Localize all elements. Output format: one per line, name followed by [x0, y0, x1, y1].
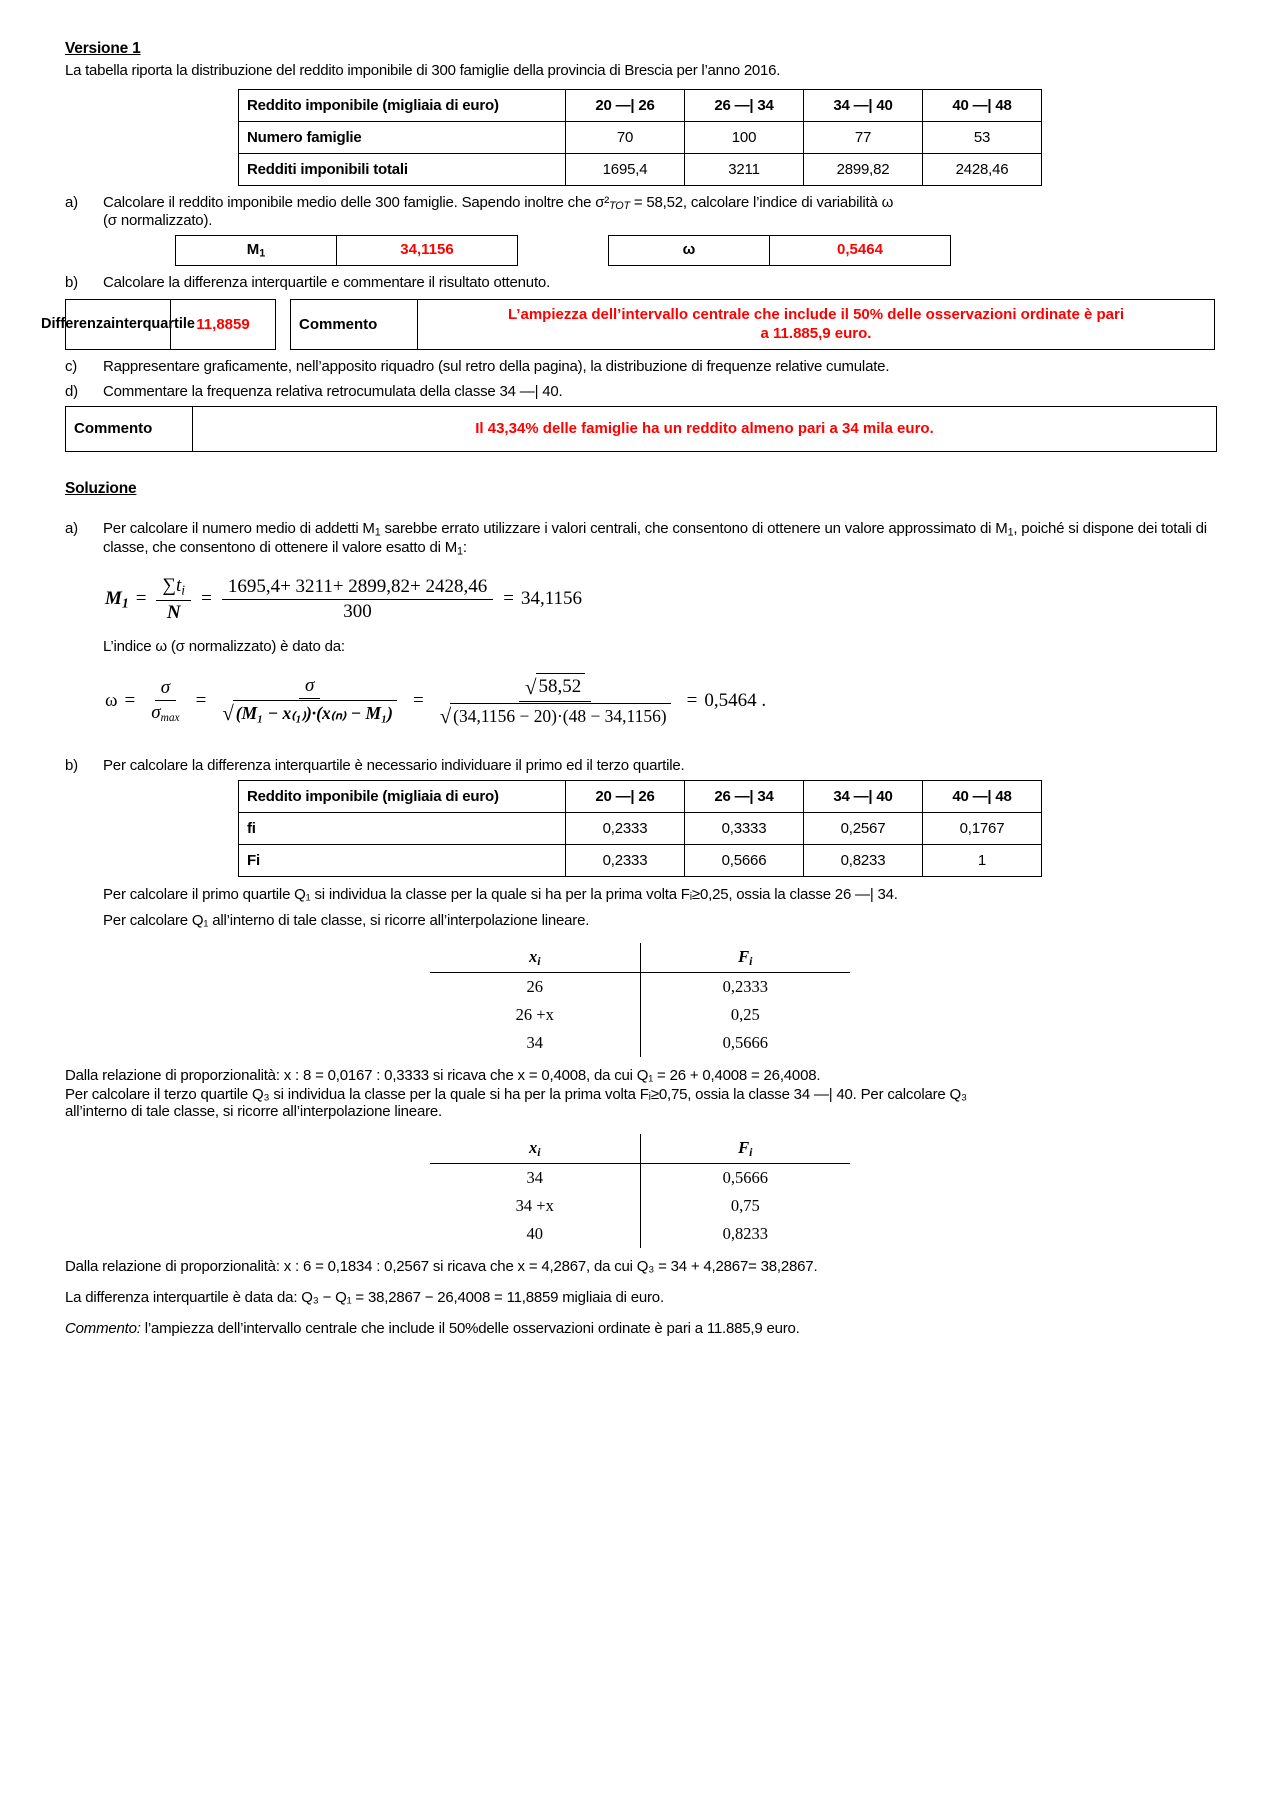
interp2-header-x-sub: i	[537, 1144, 541, 1159]
formula-omega-num3	[519, 673, 591, 702]
solution-a-sub3: 1	[457, 545, 463, 558]
m1-label-sub: 1	[259, 247, 266, 260]
interp2-F-1: 0,5666	[722, 1167, 768, 1187]
freq-class-header-2: 26 —| 34	[685, 780, 804, 812]
formula-omega-eq4: =	[686, 689, 698, 711]
answer-value-m1[interactable]: 34,1156	[400, 241, 454, 259]
interp2-header-x-text: x	[528, 1137, 538, 1157]
interp1-header-F	[640, 943, 850, 972]
interp1-header-F-sub: i	[749, 953, 753, 968]
interpolation-table-1	[430, 943, 850, 1057]
formula-m1-n: N	[166, 601, 181, 623]
formula-m1	[105, 575, 1215, 623]
formula-omega-radicand3a: 58,52	[536, 673, 586, 698]
answer-label-omega: ω	[609, 236, 770, 265]
interp1-x-2: 26 +x	[430, 1001, 640, 1029]
formula-omega-eq2: =	[195, 689, 207, 711]
question-a-text	[103, 194, 1215, 229]
formula-omega-sqrt2	[222, 700, 397, 724]
question-b	[65, 274, 1215, 291]
answer-box-iqr	[41, 299, 276, 350]
solution-a	[65, 520, 1215, 557]
income-distribution-table	[238, 89, 1042, 186]
interp1-F-3: 0,5666	[722, 1032, 768, 1052]
question-c	[65, 358, 1215, 375]
interp1-x-1: 26	[430, 972, 640, 1001]
freq-row-label-fi: fi	[239, 812, 566, 844]
formula-m1-lhs	[105, 588, 129, 611]
interp2-x-1: 34	[430, 1163, 640, 1192]
answer-label-m1	[176, 236, 337, 265]
freq-row-label-classes: Reddito imponibile (migliaia di euro)	[239, 780, 566, 812]
omega-intro: L’indice ω (σ normalizzato) è dato da:	[103, 637, 345, 655]
formula-omega-den3	[434, 702, 677, 729]
families-1: 70	[566, 122, 685, 154]
formula-omega-eq1: =	[124, 689, 136, 711]
formula-omega-den2	[216, 699, 403, 726]
formula-m1-eq1: =	[135, 588, 147, 610]
formula-m1-result: 34,1156	[521, 588, 583, 610]
class-header-1: 20 —| 26	[566, 90, 685, 122]
commento-d-label: Commento	[66, 407, 193, 451]
q1-intro: Per calcolare il primo quartile Q₁ si individua la classe per la quale si ha per la prima volta Fᵢ≥0,25, ossia la classe 26 —| 34.	[103, 885, 898, 903]
Fi-2: 0,5666	[685, 844, 804, 876]
fi-1: 0,2333	[566, 812, 685, 844]
freq-class-header-1: 20 —| 26	[566, 780, 685, 812]
answer-box-commento-b	[290, 299, 1215, 350]
commento-b-value[interactable]	[418, 300, 1214, 349]
families-3: 77	[804, 122, 923, 154]
question-a-line1-cont: = 58,52, calcolare l’indice di variabilità ω	[629, 194, 894, 211]
solution-a-line2-mid: , poiché si dispone dei totali di classe, che consentono di ottenere il valore esatto di M	[103, 519, 1207, 556]
iqr-result-line: La differenza interquartile è data da: Q₃ − Q₁ = 38,2867 − 26,4008 = 11,8859 migliaia di euro.	[65, 1288, 664, 1306]
formula-omega-sigma2: σ	[299, 675, 320, 699]
formula-omega-sigmamax-sub: max	[160, 712, 180, 725]
freq-row-label-Fi: Fi	[239, 844, 566, 876]
solution-a-line1-pre: Per calcolare il numero medio di addetti M	[103, 519, 375, 537]
families-2: 100	[685, 122, 804, 154]
radical-sign-icon-3b: √	[439, 703, 452, 728]
interp2-x-2: 34 +x	[430, 1192, 640, 1220]
families-4: 53	[923, 122, 1042, 154]
formula-omega-frac1	[145, 677, 185, 724]
class-header-3: 34 —| 40	[804, 90, 923, 122]
interp1-header-x	[430, 943, 640, 972]
interp2-header-F-sub: i	[749, 1144, 753, 1159]
table-row-families	[239, 122, 1042, 154]
answer-value-omega[interactable]: 0,5464	[837, 241, 883, 259]
formula-m1-frac1	[156, 575, 191, 623]
q3-intro-line1: Per calcolare il terzo quartile Q₃ si individua la classe per la quale si ha per la prima volta Fᵢ≥0,75, ossia la classe 34 —| 40. Per calcolare Q₃	[65, 1085, 967, 1103]
formula-m1-frac2	[222, 576, 493, 623]
answer-box-m1	[175, 235, 518, 266]
row-label-classes: Reddito imponibile (migliaia di euro)	[239, 90, 566, 122]
proportion-1: Dalla relazione di proporzionalità: x : 8 = 0,0167 : 0,3333 si ricava che x = 0,4008, da cui Q₁ = 26 + 0,4008 = 26,4008.	[65, 1066, 821, 1084]
formula-m1-denominator: 300	[343, 600, 372, 622]
solution-a-letter: a)	[65, 519, 78, 537]
fi-4: 0,1767	[923, 812, 1042, 844]
proportion-2: Dalla relazione di proporzionalità: x : 6 = 0,1834 : 0,2567 si ricava che x = 4,2867, da cui Q₃ = 34 + 4,2867= 38,2867.	[65, 1257, 818, 1275]
answer-row-b	[41, 299, 1215, 350]
formula-m1-sum	[156, 575, 191, 600]
totals-3: 2899,82	[804, 154, 923, 186]
solution-a-sub2: 1	[1007, 526, 1014, 539]
formula-m1-numerator: 1695,4+ 3211+ 2899,82+ 2428,46	[222, 576, 493, 600]
totals-4: 2428,46	[923, 154, 1042, 186]
interp1-header-x-text: x	[528, 946, 538, 966]
final-comment-label: Commento:	[65, 1319, 141, 1337]
radical-sign-icon-3a: √	[525, 674, 537, 699]
q1-interp-intro: Per calcolare Q₁ all’interno di tale classe, si ricorre all’interpolazione lineare.	[103, 911, 590, 929]
formula-m1-sum-sub: i	[181, 582, 186, 598]
iqr-label-line2: interquartile	[111, 316, 195, 333]
totals-2: 3211	[685, 154, 804, 186]
page-title: Versione 1	[65, 40, 141, 57]
Fi-1: 0,2333	[566, 844, 685, 876]
formula-m1-eq3: =	[503, 588, 514, 610]
row-label-totals: Redditi imponibili totali	[239, 154, 566, 186]
freq-row-Fi	[239, 844, 1042, 876]
interp2-row-1	[430, 1163, 850, 1192]
solution-a-line1-post: sarebbe errato utilizzare i valori centrali, che consentono di ottenere un valore approssimato di	[380, 519, 992, 537]
intro-paragraph: La tabella riporta la distribuzione del reddito imponibile di 300 famiglie della provincia di Brescia per l’anno 2016.	[65, 62, 781, 79]
row-label-families: Numero famiglie	[239, 122, 566, 154]
table-row-totals	[239, 154, 1042, 186]
interp1-row-1	[430, 972, 850, 1001]
interp1-header-x-sub: i	[537, 953, 541, 968]
solution-a-line2-end: :	[462, 538, 467, 556]
freq-row-classes	[239, 780, 1042, 812]
interp2-F-3: 0,8233	[722, 1223, 768, 1243]
interp2-header-F	[640, 1134, 850, 1163]
q3-intro-line2: all’interno di tale classe, si ricorre all’interpolazione lineare.	[65, 1102, 442, 1120]
formula-m1-lhs-text: M	[105, 587, 122, 609]
solution-a-text	[103, 520, 1215, 557]
solution-a-sub1: 1	[374, 526, 381, 539]
question-d	[65, 383, 1215, 400]
commento-b-line2: a 11.885,9 euro.	[760, 325, 872, 343]
question-a-letter: a)	[65, 194, 78, 211]
formula-omega-sigmamax-text: σ	[151, 702, 161, 724]
solution-a-line2-pre: M	[995, 519, 1008, 537]
final-comment-text: l’ampiezza dell’intervallo centrale che include il 50%delle osservazioni ordinate è pari a 11.885,9 euro.	[140, 1319, 800, 1337]
commento-d-value[interactable]: Il 43,34% delle famiglie ha un reddito almeno pari a 34 mila euro.	[475, 420, 934, 438]
interpolation-table-2	[430, 1134, 850, 1248]
formula-omega-sigmamax	[145, 701, 185, 724]
interp2-F-2: 0,75	[730, 1195, 760, 1215]
question-b-letter: b)	[65, 273, 78, 291]
formula-omega-frac2	[216, 675, 403, 726]
question-a-line2: (σ normalizzato).	[103, 212, 213, 230]
freq-class-header-4: 40 —| 48	[923, 780, 1042, 812]
interp1-x-3: 34	[430, 1029, 640, 1057]
formula-omega	[105, 673, 1215, 729]
m1-label-text: M	[246, 241, 260, 259]
Fi-4: 1	[923, 844, 1042, 876]
frequency-table	[238, 780, 1042, 877]
formula-m1-sum-text: ∑t	[162, 575, 182, 597]
answer-row-a	[175, 235, 1215, 266]
interp1-F-1: 0,2333	[722, 976, 768, 996]
formula-omega-frac3	[434, 673, 677, 729]
formula-omega-result: 0,5464 .	[704, 689, 767, 711]
fi-3: 0,2567	[804, 812, 923, 844]
question-c-letter: c)	[65, 357, 78, 375]
formula-m1-eq2: =	[201, 588, 212, 610]
radical-sign-icon-2: √	[222, 701, 234, 726]
solution-title: Soluzione	[65, 479, 137, 497]
iqr-label	[41, 300, 195, 349]
totals-1: 1695,4	[566, 154, 685, 186]
fi-2: 0,3333	[685, 812, 804, 844]
interp2-row-3	[430, 1220, 850, 1248]
answer-box-omega	[608, 235, 951, 266]
formula-omega-radicand2: (M₁ − x₍₁₎)·(x₍ₙ₎ − M₁)	[233, 700, 397, 724]
formula-m1-lhs-sub: 1	[121, 595, 129, 611]
question-a-line1: Calcolare il reddito imponibile medio delle 300 famiglie. Sapendo inoltre che σ²	[103, 194, 610, 211]
formula-omega-sqrt3b	[440, 703, 671, 727]
question-b-text: Calcolare la differenza interquartile e commentare il risultato ottenuto.	[103, 273, 551, 291]
formula-omega-radicand3b: (34,1156 − 20)·(48 − 34,1156)	[450, 703, 670, 727]
freq-row-fi	[239, 812, 1042, 844]
formula-omega-eq3: =	[412, 689, 424, 711]
answer-box-commento-d	[65, 406, 1217, 452]
question-a	[65, 194, 1215, 229]
formula-omega-sqrt3a	[525, 673, 585, 698]
Fi-3: 0,8233	[804, 844, 923, 876]
formula-omega-sigma1: σ	[155, 677, 176, 701]
question-c-text: Rappresentare graficamente, nell’apposito riquadro (sul retro della pagina), la distribuzione di frequenze relative cumulate.	[103, 357, 890, 375]
solution-b	[65, 757, 1215, 774]
interp2-x-3: 40	[430, 1220, 640, 1248]
question-d-letter: d)	[65, 382, 78, 400]
table-row-classes	[239, 90, 1042, 122]
solution-b-text: Per calcolare la differenza interquartile è necessario individuare il primo ed il terzo quartile.	[103, 756, 685, 774]
interp2-header-row	[430, 1134, 850, 1163]
iqr-label-line1: Differenza	[41, 316, 112, 333]
interp1-row-3	[430, 1029, 850, 1057]
formula-omega-lhs: ω	[105, 689, 118, 711]
final-comment	[65, 1320, 1215, 1337]
question-a-sub: TOT	[609, 200, 630, 213]
interp1-header-F-text: F	[738, 946, 750, 966]
interp2-header-F-text: F	[738, 1137, 750, 1157]
interp2-header-x	[430, 1134, 640, 1163]
interp1-header-row	[430, 943, 850, 972]
interp2-row-2	[430, 1192, 850, 1220]
interp1-row-2	[430, 1001, 850, 1029]
class-header-4: 40 —| 48	[923, 90, 1042, 122]
iqr-value[interactable]: 11,8859	[196, 315, 250, 333]
freq-class-header-3: 34 —| 40	[804, 780, 923, 812]
commento-b-label: Commento	[291, 300, 418, 349]
commento-b-line1: L’ampiezza dell’intervallo centrale che include il 50% delle osservazioni ordinate è pari	[507, 305, 1125, 323]
solution-b-letter: b)	[65, 756, 78, 774]
question-d-text: Commentare la frequenza relativa retrocumulata della classe 34 —| 40.	[103, 382, 563, 400]
interp1-F-2: 0,25	[730, 1004, 760, 1024]
class-header-2: 26 —| 34	[685, 90, 804, 122]
